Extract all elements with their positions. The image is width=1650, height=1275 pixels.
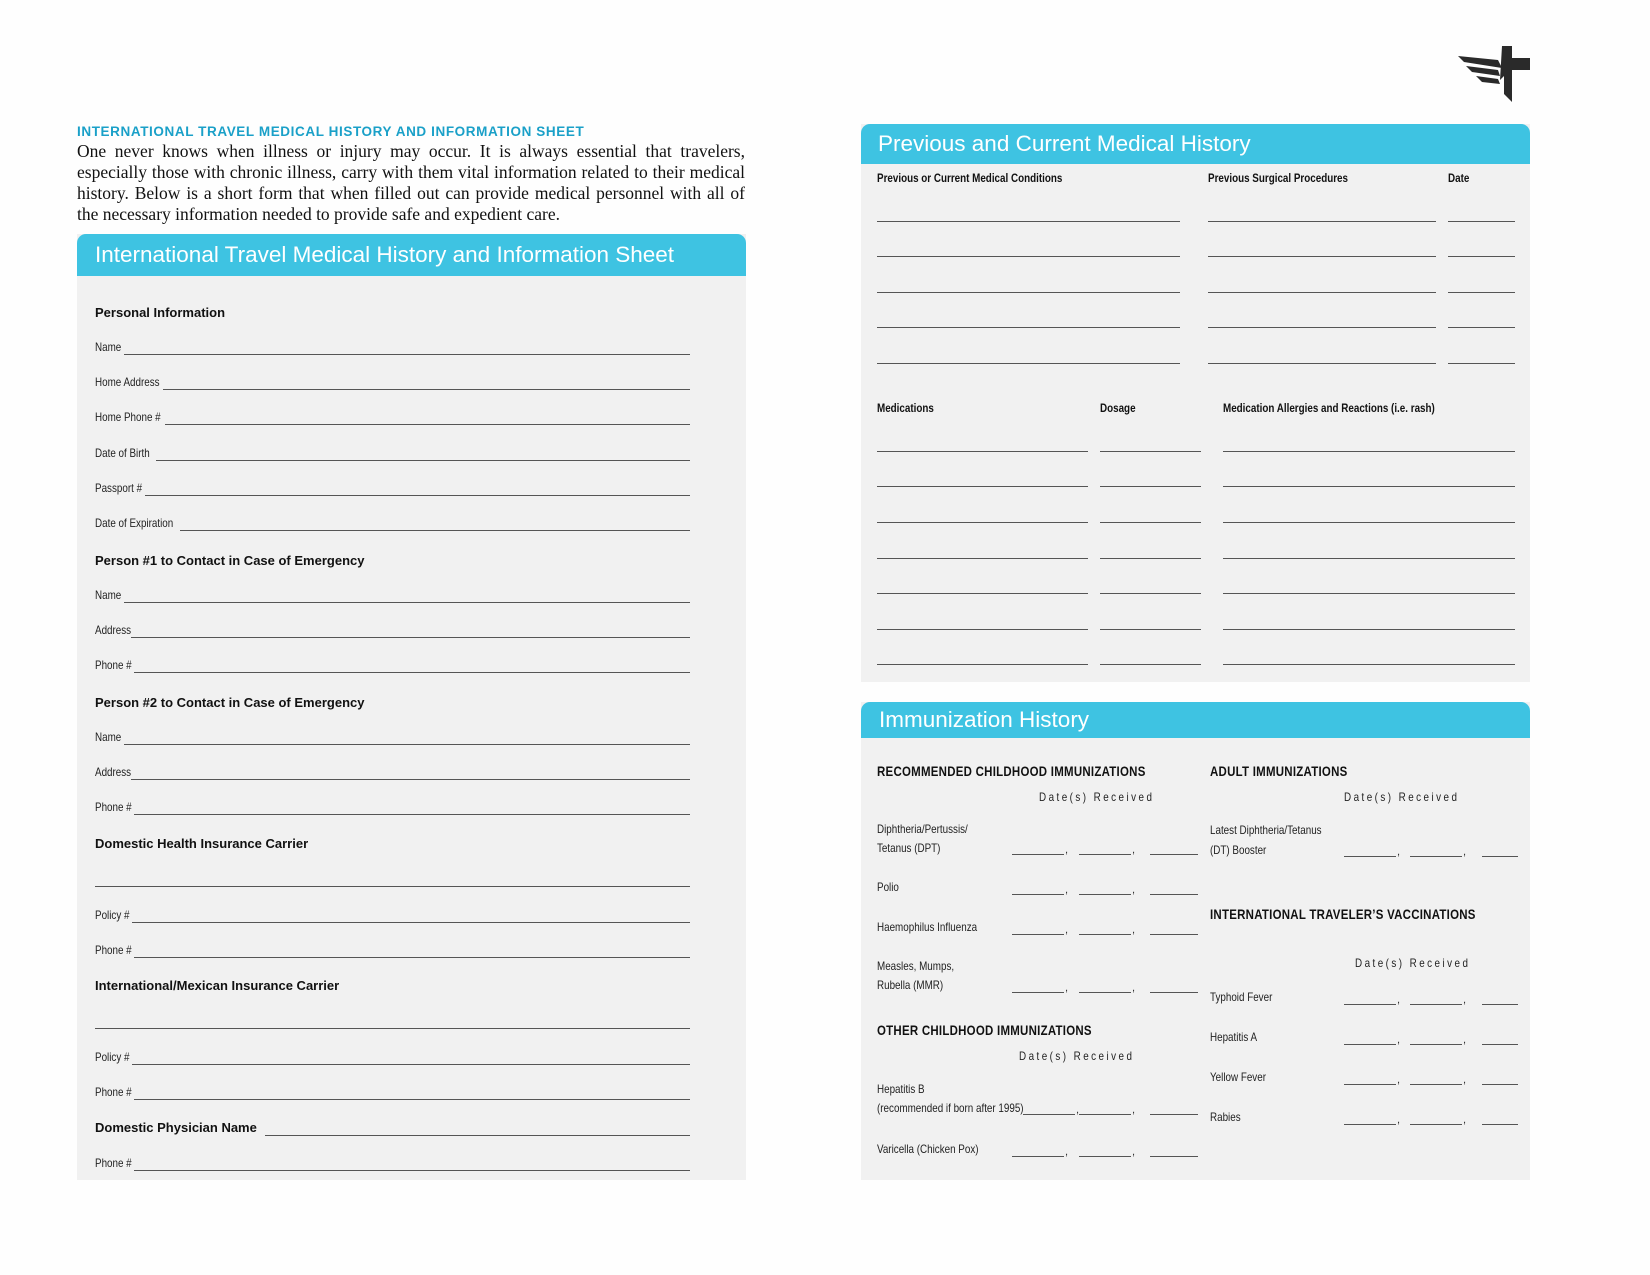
intl-policy-label: Policy # xyxy=(95,1050,130,1064)
intl-dates-received-label: Date(s) Received xyxy=(1355,956,1471,970)
mmr-date-field[interactable] xyxy=(1012,992,1064,993)
hib-date-field[interactable] xyxy=(1012,934,1064,935)
immunization-panel-title: Immunization History xyxy=(861,702,1530,738)
date-comma: , xyxy=(1397,1074,1401,1086)
surgical-date-field[interactable] xyxy=(1448,256,1515,257)
typhoid-date-field[interactable] xyxy=(1410,1004,1462,1005)
booster-date-field[interactable] xyxy=(1410,856,1462,857)
surgical-field[interactable] xyxy=(1208,363,1436,364)
other-childhood-heading: OTHER CHILDHOOD IMMUNIZATIONS xyxy=(877,1022,1092,1038)
allergy-field[interactable] xyxy=(1223,522,1515,523)
expiration-label: Date of Expiration xyxy=(95,516,174,530)
hepb-label-line2: (recommended if born after 1995) xyxy=(877,1101,1024,1115)
physician-name-field[interactable] xyxy=(265,1135,690,1136)
surgical-field[interactable] xyxy=(1208,256,1436,257)
dosage-field[interactable] xyxy=(1100,522,1201,523)
polio-date-field[interactable] xyxy=(1012,894,1064,895)
surgical-field[interactable] xyxy=(1208,292,1436,293)
intl-policy-field[interactable] xyxy=(132,1064,690,1065)
surgical-date-field[interactable] xyxy=(1448,221,1515,222)
contact1-phone-label: Phone # xyxy=(95,658,132,672)
typhoid-label: Typhoid Fever xyxy=(1210,990,1273,1004)
date-comma: , xyxy=(1065,982,1069,994)
date-comma: , xyxy=(1065,844,1069,856)
dpt-date-field[interactable] xyxy=(1079,854,1131,855)
contact1-address-field[interactable] xyxy=(131,637,690,638)
contact2-name-label: Name xyxy=(95,730,122,744)
condition-field[interactable] xyxy=(877,221,1180,222)
surgical-date-field[interactable] xyxy=(1448,327,1515,328)
date-comma: , xyxy=(1065,884,1069,896)
expiration-field[interactable] xyxy=(180,530,690,531)
intl-phone-field[interactable] xyxy=(134,1099,690,1100)
date-comma: , xyxy=(1132,924,1136,936)
polio-date-field[interactable] xyxy=(1079,894,1131,895)
hepb-date-field[interactable] xyxy=(1023,1114,1075,1115)
varicella-date-field[interactable] xyxy=(1079,1156,1131,1157)
personal-info-panel xyxy=(77,234,746,1180)
dosage-field[interactable] xyxy=(1100,664,1201,665)
contact1-name-field[interactable] xyxy=(124,602,690,603)
hib-label: Haemophilus Influenza xyxy=(877,920,978,934)
allergy-field[interactable] xyxy=(1223,593,1515,594)
polio-date-field[interactable] xyxy=(1150,894,1198,895)
hib-date-field[interactable] xyxy=(1150,934,1198,935)
logo-icon xyxy=(1458,46,1534,102)
hepa-date-field[interactable] xyxy=(1410,1044,1462,1045)
other-dates-received-label: Date(s) Received xyxy=(1019,1049,1135,1063)
typhoid-date-field[interactable] xyxy=(1482,1004,1518,1005)
intl-insurance-field[interactable] xyxy=(95,1028,690,1029)
date-comma: , xyxy=(1397,994,1401,1006)
dpt-label-line2: Tetanus (DPT) xyxy=(877,841,941,855)
condition-field[interactable] xyxy=(877,363,1180,364)
contact1-heading: Person #1 to Contact in Case of Emergency xyxy=(95,553,365,568)
date-comma: , xyxy=(1132,844,1136,856)
polio-label: Polio xyxy=(877,880,899,894)
date-comma: , xyxy=(1076,1104,1080,1116)
domestic-insurance-field[interactable] xyxy=(95,886,690,887)
allergy-field[interactable] xyxy=(1223,664,1515,665)
contact1-name-label: Name xyxy=(95,588,122,602)
hepa-label: Hepatitis A xyxy=(1210,1030,1258,1044)
intl-phone-label: Phone # xyxy=(95,1085,132,1099)
physician-heading: Domestic Physician Name xyxy=(95,1120,257,1135)
dosage-field[interactable] xyxy=(1100,593,1201,594)
date-comma: , xyxy=(1132,884,1136,896)
conditions-column-header: Previous or Current Medical Conditions xyxy=(877,171,1063,185)
hepa-date-field[interactable] xyxy=(1344,1044,1396,1045)
domestic-policy-label: Policy # xyxy=(95,908,130,922)
contact1-phone-field[interactable] xyxy=(134,672,690,673)
hib-date-field[interactable] xyxy=(1079,934,1131,935)
allergy-field[interactable] xyxy=(1223,486,1515,487)
medication-field[interactable] xyxy=(877,486,1088,487)
home-address-field[interactable] xyxy=(163,389,690,390)
condition-field[interactable] xyxy=(877,292,1180,293)
booster-date-field[interactable] xyxy=(1482,856,1518,857)
date-comma: , xyxy=(1463,1034,1467,1046)
allergy-field[interactable] xyxy=(1223,558,1515,559)
surgical-date-field[interactable] xyxy=(1448,363,1515,364)
date-comma: , xyxy=(1132,982,1136,994)
booster-label-line2: (DT) Booster xyxy=(1210,843,1267,857)
dob-field[interactable] xyxy=(156,460,690,461)
dosage-field[interactable] xyxy=(1100,558,1201,559)
surgical-date-field[interactable] xyxy=(1448,292,1515,293)
date-comma: , xyxy=(1463,994,1467,1006)
hepb-label-line1: Hepatitis B xyxy=(877,1082,925,1096)
domestic-policy-field[interactable] xyxy=(132,922,690,923)
varicella-date-field[interactable] xyxy=(1150,1156,1198,1157)
domestic-phone-field[interactable] xyxy=(134,957,690,958)
yellow-fever-label: Yellow Fever xyxy=(1210,1070,1266,1084)
varicella-label: Varicella (Chicken Pox) xyxy=(877,1142,979,1156)
booster-date-field[interactable] xyxy=(1344,856,1396,857)
yellow-fever-date-field[interactable] xyxy=(1344,1084,1396,1085)
medical-panel-title: Previous and Current Medical History xyxy=(861,124,1530,164)
date-comma: , xyxy=(1463,846,1467,858)
adult-immunizations-heading: ADULT IMMUNIZATIONS xyxy=(1210,763,1348,779)
date-comma: , xyxy=(1065,1146,1069,1158)
rabies-date-field[interactable] xyxy=(1482,1124,1518,1125)
dpt-label-line1: Diphtheria/Pertussis/ xyxy=(877,822,968,836)
home-phone-label: Home Phone # xyxy=(95,410,161,424)
childhood-immunizations-heading: RECOMMENDED CHILDHOOD IMMUNIZATIONS xyxy=(877,763,1146,779)
dosage-column-header: Dosage xyxy=(1100,401,1136,415)
date-comma: , xyxy=(1132,1146,1136,1158)
mmr-label-line2: Rubella (MMR) xyxy=(877,978,944,992)
yellow-fever-date-field[interactable] xyxy=(1482,1084,1518,1085)
left-panel-title: International Travel Medical History and Information Sheet xyxy=(77,234,746,276)
date-comma: , xyxy=(1463,1114,1467,1126)
allergies-column-header: Medication Allergies and Reactions (i.e. rash) xyxy=(1223,401,1435,415)
rabies-date-field[interactable] xyxy=(1344,1124,1396,1125)
physician-phone-label: Phone # xyxy=(95,1156,132,1170)
contact2-address-label: Address xyxy=(95,765,132,779)
intro-text: One never knows when illness or injury may occur. It is always essential that travelers, especially those with chronic illness, carry with them vital information related to their medical history. Below is a short form that when filled out can provide medical personnel with all of the necessary information needed to provide safe and expedient care. xyxy=(77,141,745,224)
dosage-field[interactable] xyxy=(1100,451,1201,452)
date-comma: , xyxy=(1397,1034,1401,1046)
medications-column-header: Medications xyxy=(877,401,934,415)
intl-insurance-heading: International/Mexican Insurance Carrier xyxy=(95,978,340,993)
allergy-field[interactable] xyxy=(1223,629,1515,630)
booster-label-line1: Latest Diphtheria/Tetanus xyxy=(1210,823,1322,837)
medication-field[interactable] xyxy=(877,593,1088,594)
date-comma: , xyxy=(1397,1114,1401,1126)
mmr-date-field[interactable] xyxy=(1150,992,1198,993)
childhood-dates-received-label: Date(s) Received xyxy=(1039,790,1155,804)
contact2-heading: Person #2 to Contact in Case of Emergency xyxy=(95,695,365,710)
domestic-insurance-heading: Domestic Health Insurance Carrier xyxy=(95,836,309,851)
typhoid-date-field[interactable] xyxy=(1344,1004,1396,1005)
medical-history-panel xyxy=(861,124,1530,682)
varicella-date-field[interactable] xyxy=(1012,1156,1064,1157)
dpt-date-field[interactable] xyxy=(1012,854,1064,855)
surgical-column-header: Previous Surgical Procedures xyxy=(1208,171,1349,185)
dpt-date-field[interactable] xyxy=(1150,854,1198,855)
rabies-date-field[interactable] xyxy=(1410,1124,1462,1125)
yellow-fever-date-field[interactable] xyxy=(1410,1084,1462,1085)
surgical-field[interactable] xyxy=(1208,221,1436,222)
rabies-label: Rabies xyxy=(1210,1110,1241,1124)
passport-label: Passport # xyxy=(95,481,143,495)
medication-field[interactable] xyxy=(877,522,1088,523)
name-label: Name xyxy=(95,340,122,354)
domestic-phone-label: Phone # xyxy=(95,943,132,957)
date-comma: , xyxy=(1463,1074,1467,1086)
dosage-field[interactable] xyxy=(1100,629,1201,630)
hepb-date-field[interactable] xyxy=(1150,1114,1198,1115)
contact1-address-label: Address xyxy=(95,623,132,637)
medication-field[interactable] xyxy=(877,664,1088,665)
intl-vaccinations-heading: INTERNATIONAL TRAVELER’S VACCINATIONS xyxy=(1210,906,1476,922)
allergy-field[interactable] xyxy=(1223,451,1515,452)
mmr-label-line1: Measles, Mumps, xyxy=(877,959,955,973)
medication-field[interactable] xyxy=(877,558,1088,559)
medication-field[interactable] xyxy=(877,629,1088,630)
adult-dates-received-label: Date(s) Received xyxy=(1344,790,1460,804)
contact2-phone-field[interactable] xyxy=(134,814,690,815)
contact2-phone-label: Phone # xyxy=(95,800,132,814)
condition-field[interactable] xyxy=(877,327,1180,328)
home-phone-field[interactable] xyxy=(165,424,690,425)
home-address-label: Home Address xyxy=(95,375,160,389)
medication-field[interactable] xyxy=(877,451,1088,452)
physician-phone-field[interactable] xyxy=(134,1170,690,1171)
contact2-address-field[interactable] xyxy=(131,779,690,780)
mmr-date-field[interactable] xyxy=(1079,992,1131,993)
date-comma: , xyxy=(1065,924,1069,936)
hepb-date-field[interactable] xyxy=(1079,1114,1131,1115)
hepa-date-field[interactable] xyxy=(1482,1044,1518,1045)
immunization-panel xyxy=(861,702,1530,1180)
date-comma: , xyxy=(1132,1104,1136,1116)
personal-info-heading: Personal Information xyxy=(95,305,226,320)
intro-title: INTERNATIONAL TRAVEL MEDICAL HISTORY AND INFORMATION SHEET xyxy=(77,124,585,139)
date-comma: , xyxy=(1397,846,1401,858)
condition-field[interactable] xyxy=(877,256,1180,257)
date-column-header: Date xyxy=(1448,171,1470,185)
contact2-name-field[interactable] xyxy=(124,744,690,745)
surgical-field[interactable] xyxy=(1208,327,1436,328)
dosage-field[interactable] xyxy=(1100,486,1201,487)
passport-field[interactable] xyxy=(145,495,690,496)
dob-label: Date of Birth xyxy=(95,446,150,460)
name-field[interactable] xyxy=(124,354,690,355)
